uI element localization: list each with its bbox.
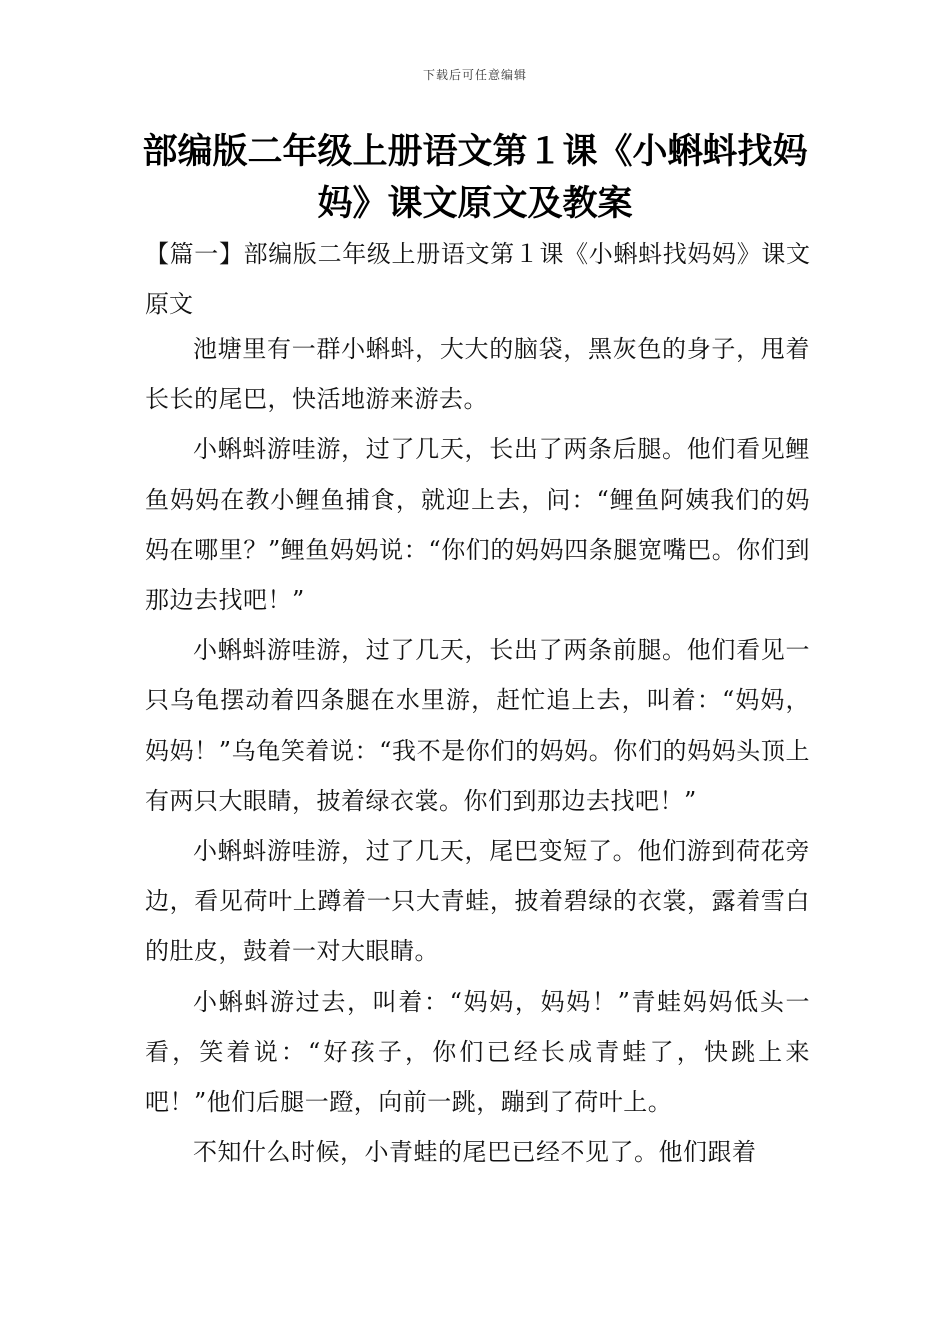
paragraph: 小蝌蚪游哇游，过了几天，长出了两条后腿。他们看见鲤鱼妈妈在教小鲤鱼捕食，就迎上去，问：“鲤鱼阿姨我们的妈妈在哪里？”鲤鱼妈妈说：“你们的妈妈四条腿宽嘴巴。你们到那边去找吧！”	[145, 435, 810, 615]
paragraph: 不知什么时候，小青蛙的尾巴已经不见了。他们跟着	[193, 1138, 757, 1167]
document-title: 部编版二年级上册语文第１课《小蝌蚪找妈妈》课文原文及教案	[142, 132, 808, 224]
paragraph: 小蝌蚪游哇游，过了几天，尾巴变短了。他们游到荷花旁边，看见荷叶上蹲着一只大青蛙，披着碧绿的衣裳，露着雪白的肚皮，鼓着一对大眼睛。	[145, 837, 810, 966]
paragraph: 小蝌蚪游过去，叫着：“妈妈，妈妈！”青蛙妈妈低头一看，笑着说：“好孩子，你们已经长成青蛙了，快跳上来吧！”他们后腿一蹬，向前一跳，蹦到了荷叶上。	[145, 987, 810, 1117]
paragraph: 池塘里有一群小蝌蚪，大大的脑袋，黑灰色的身子，甩着长长的尾巴，快活地游来游去。	[145, 335, 810, 414]
header-note: 下载后可任意编辑	[422, 68, 527, 82]
section-heading: 【篇一】部编版二年级上册语文第１课《小蝌蚪找妈妈》课文原文	[145, 240, 810, 318]
body-text	[145, 324, 810, 1177]
paragraph: 小蝌蚪游哇游，过了几天，长出了两条前腿。他们看见一只乌龟摆动着四条腿在水里游，赶忙追上去，叫着：“妈妈，妈妈！”乌龟笑着说：“我不是你们的妈妈。你们的妈妈头顶上有两只大眼睛，披着绿衣裳。你们到那边去找吧！”	[145, 636, 810, 815]
